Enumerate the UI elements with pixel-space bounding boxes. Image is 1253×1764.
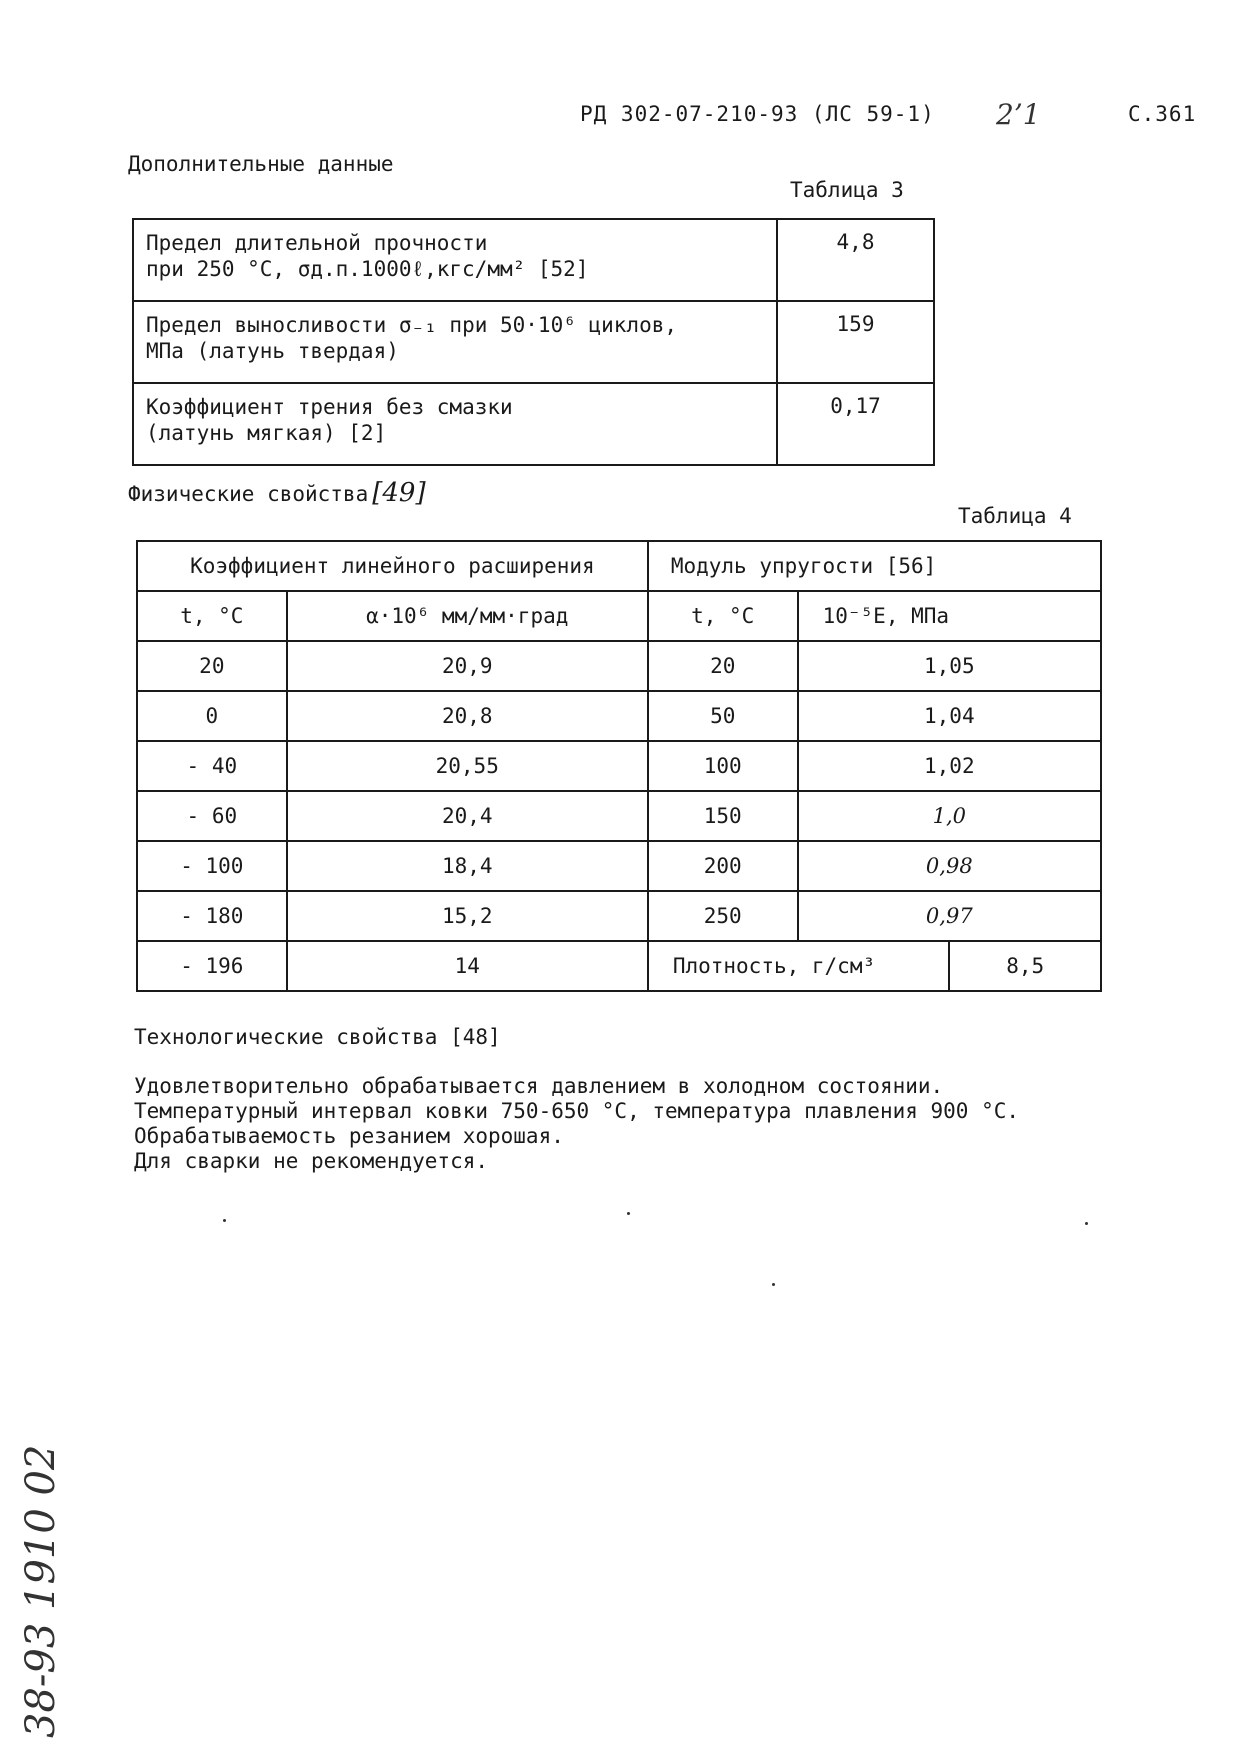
table-row: - 180 15,2 250 0,97	[137, 891, 1101, 941]
scan-speck	[1085, 1222, 1088, 1225]
density-label: Плотность, г/см³	[648, 941, 950, 991]
header-e: 10⁻⁵Е, МПа	[798, 591, 1101, 641]
table-row: 0 20,8 50 1,04	[137, 691, 1101, 741]
table-row: - 60 20,4 150 1,0	[137, 791, 1101, 841]
table-4-caption: Таблица 4	[958, 504, 1072, 528]
handwritten-mark: 2’1	[996, 98, 1041, 131]
header-t-left: t, °С	[137, 591, 287, 641]
header-alpha: α·10⁶ мм/мм·град	[287, 591, 648, 641]
table-header-group-row	[137, 541, 1101, 591]
technological-paragraph: Удовлетворительно обрабатывается давлением в холодном состоянии. Температурный интервал ковки 750-650 °С, температура плавления 900 °С. Обрабатываемость резанием хорошая. Для сварки не рекомендуется.	[134, 1074, 1020, 1173]
density-value: 8,5	[949, 941, 1101, 991]
table-cell-value: 159	[777, 301, 934, 383]
header-elastic-modulus: Модуль упругости [56]	[648, 541, 1101, 591]
table-cell-value: 0,17	[777, 383, 934, 465]
table-cell: Предел выносливости σ₋₁ при 50·10⁶ циклов, МПа (латунь твердая)	[133, 301, 777, 383]
table-4	[136, 540, 1102, 992]
table-header-row	[137, 591, 1101, 641]
scan-speck	[223, 1219, 226, 1222]
handwritten-ref: [49]	[372, 478, 426, 508]
section-title-physical-properties: Физические свойства [49]	[128, 478, 426, 508]
page-number: С.361	[1128, 102, 1197, 126]
table-3-caption: Таблица 3	[790, 178, 904, 202]
table-row	[133, 301, 934, 383]
table-cell-value: 4,8	[777, 219, 934, 301]
table-row: 20 20,9 20 1,05	[137, 641, 1101, 691]
document-code: РД 302-07-210-93 (ЛС 59-1)	[580, 102, 935, 126]
section-title-additional-data: Дополнительные данные	[128, 152, 394, 176]
table-cell: Коэффициент трения без смазки (латунь мягкая) [2]	[133, 383, 777, 465]
header-linear-expansion: Коэффициент линейного расширения	[137, 541, 648, 591]
table-3	[132, 218, 935, 466]
table-row: - 100 18,4 200 0,98	[137, 841, 1101, 891]
handwritten-side-note: 38-93 1910 02	[18, 1444, 64, 1738]
table-cell: Предел длительной прочности при 250 °С, σд.п.1000ℓ,кгс/мм² [52]	[133, 219, 777, 301]
scan-speck	[627, 1212, 630, 1215]
table-row: - 196 14 Плотность, г/см³ 8,5	[137, 941, 1101, 991]
section-title-technological-properties: Технологические свойства [48]	[134, 1025, 501, 1049]
table-row	[133, 383, 934, 465]
table-row: - 40 20,55 100 1,02	[137, 741, 1101, 791]
scan-speck	[772, 1283, 775, 1286]
header-t-right: t, °С	[648, 591, 798, 641]
table-row	[133, 219, 934, 301]
